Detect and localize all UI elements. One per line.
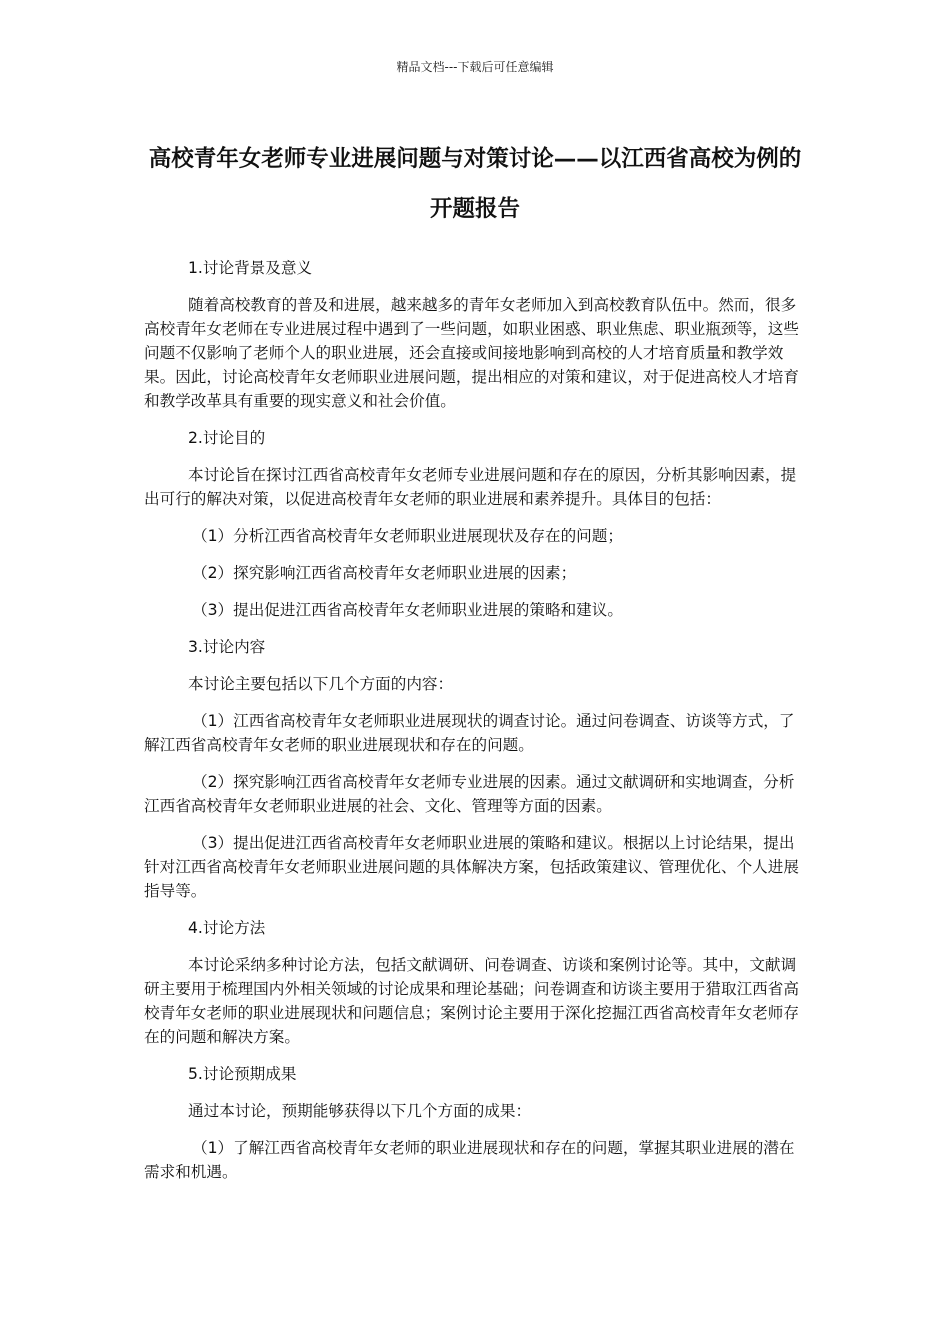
document-body [144,256,808,1197]
paragraph: 本讨论采纳多种讨论方法，包括文献调研、问卷调查、访谈和案例讨论等。其中，文献调研主要用于梳理国内外相关领域的讨论成果和理论基础；问卷调查和访谈主要用于猎取江西省高校青年女老师的职业进展现状和问题信息；案例讨论主要用于深化挖掘江西省高校青年女老师存在的问题和解决方案。 [144,956,799,1046]
section-heading: 2.讨论目的 [188,429,266,447]
header-note: 精品文档---下载后可任意编辑 [396,60,554,74]
list-item: （2）探究影响江西省高校青年女老师专业进展的因素。通过文献调研和实地调查，分析江西省高校青年女老师职业进展的社会、文化、管理等方面的因素。 [144,773,795,815]
section-heading: 4.讨论方法 [188,919,266,937]
section-heading: 5.讨论预期成果 [188,1065,297,1083]
paragraph: 本讨论旨在探讨江西省高校青年女老师专业进展问题和存在的原因，分析其影响因素，提出可行的解决对策，以促进高校青年女老师的职业进展和素养提升。具体目的包括： [144,466,797,508]
paragraph: 随着高校教育的普及和进展，越来越多的青年女老师加入到高校教育队伍中。然而，很多高校青年女老师在专业进展过程中遇到了一些问题，如职业困惑、职业焦虑、职业瓶颈等，这些问题不仅影响了老师个人的职业进展，还会直接或间接地影响到高校的人才培育质量和教学效果。因此，讨论高校青年女老师职业进展问题，提出相应的对策和建议，对于促进高校人才培育和教学改革具有重要的现实意义和社会价值。 [144,296,799,410]
list-item: （3）提出促进江西省高校青年女老师职业进展的策略和建议。根据以上讨论结果，提出针对江西省高校青年女老师职业进展问题的具体解决方案，包括政策建议、管理优化、个人进展指导等。 [144,834,799,900]
section-heading: 1.讨论背景及意义 [188,259,313,277]
list-item: （3）提出促进江西省高校青年女老师职业进展的策略和建议。 [192,601,623,619]
paragraph: 通过本讨论，预期能够获得以下几个方面的成果： [188,1102,532,1120]
list-item: （2）探究影响江西省高校青年女老师职业进展的因素； [192,564,577,582]
list-item: （1）分析江西省高校青年女老师职业进展现状及存在的问题； [192,527,623,545]
list-item: （1）江西省高校青年女老师职业进展现状的调查讨论。通过问卷调查、访谈等方式，了解江西省高校青年女老师的职业进展现状和存在的问题。 [144,712,795,754]
list-item: （1）了解江西省高校青年女老师的职业进展现状和存在的问题，掌握其职业进展的潜在需求和机遇。 [144,1139,795,1181]
section-heading: 3.讨论内容 [188,638,266,656]
document-title: 高校青年女老师专业进展问题与对策讨论——以江西省高校为例的开题报告 [148,146,802,222]
paragraph: 本讨论主要包括以下几个方面的内容： [188,675,454,693]
